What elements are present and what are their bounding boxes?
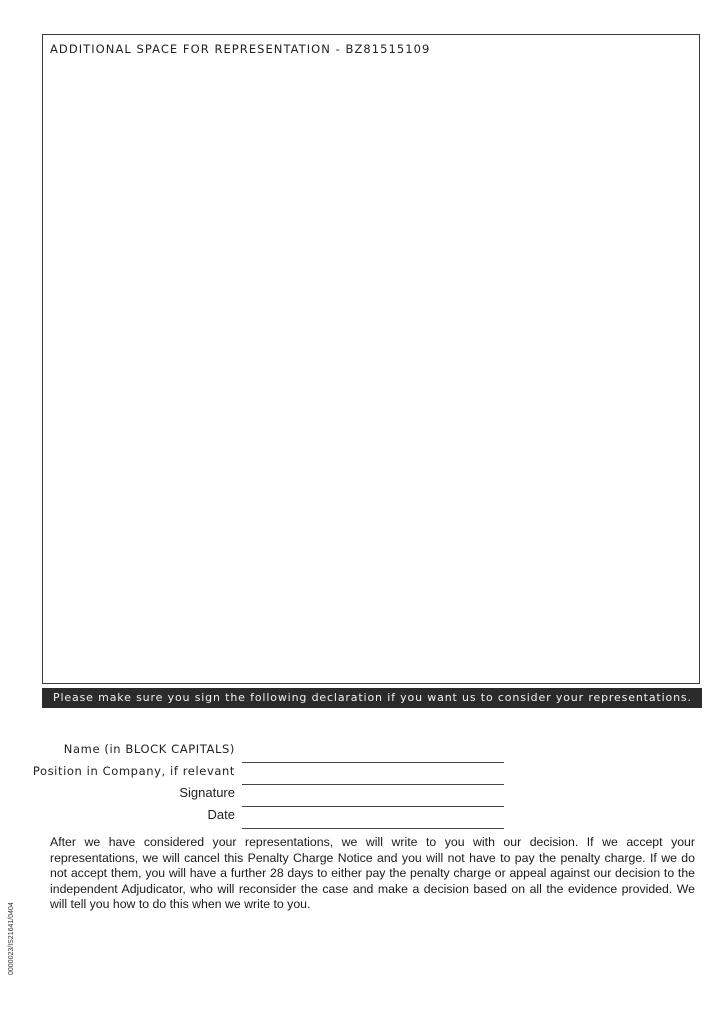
position-field-line[interactable] bbox=[242, 784, 504, 785]
name-label: Name (in BLOCK CAPITALS) bbox=[63, 742, 235, 756]
signature-field-line[interactable] bbox=[242, 806, 504, 807]
position-label: Position in Company, if relevant bbox=[32, 764, 235, 778]
declaration-banner: Please make sure you sign the following declaration if you want us to consider your representations. bbox=[42, 688, 702, 708]
date-field-line[interactable] bbox=[242, 828, 504, 829]
signature-label: Signature bbox=[179, 785, 235, 800]
representation-box bbox=[42, 34, 700, 684]
representation-text-area[interactable] bbox=[43, 63, 699, 683]
name-field-line[interactable] bbox=[242, 762, 504, 763]
date-label: Date bbox=[207, 807, 235, 822]
representation-box-title: ADDITIONAL SPACE FOR REPRESENTATION - BZ81515109 bbox=[50, 42, 431, 56]
form-reference-code: 0000023/IS21641/0404 bbox=[8, 902, 15, 975]
decision-notice-paragraph: After we have considered your representations, we will write to you with our decision. If we accept your representations, we will cancel this Penalty Charge Notice and you will not have to pay the penalty charge. If we do not accept them, you will have a further 28 days to either pay the penalty charge or appeal against our decision to the independent Adjudicator, who will reconsider the case and make a decision based on all the evidence provided. We will tell you how to do this when we write to you. bbox=[50, 835, 695, 911]
